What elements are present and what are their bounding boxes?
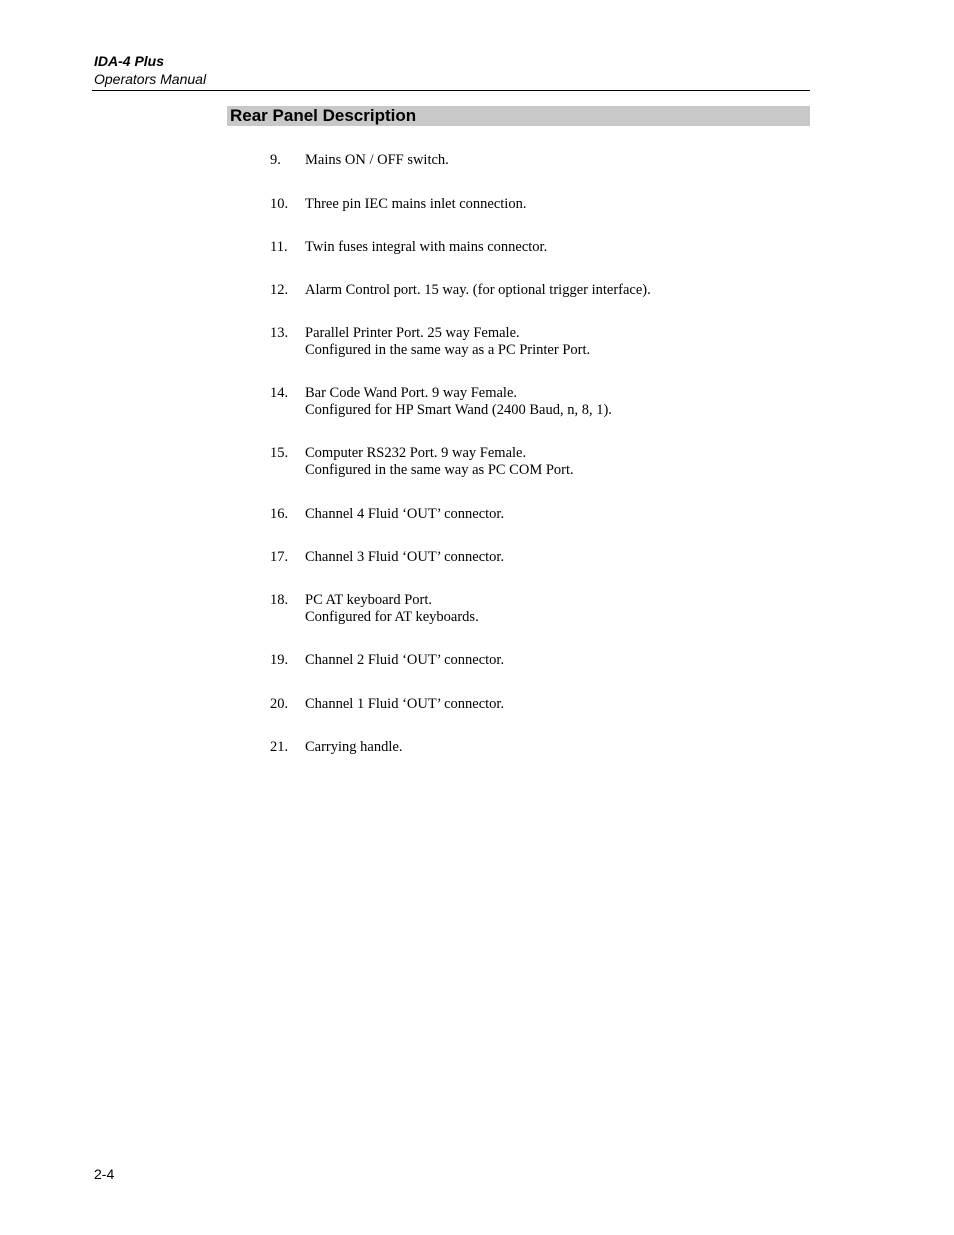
item-line: Configured in the same way as a PC Printer Port.	[305, 342, 591, 358]
product-name: IDA-4 Plus	[94, 53, 165, 69]
item-text	[305, 506, 504, 523]
item-text	[305, 325, 590, 359]
item-line: Carrying handle.	[305, 739, 403, 755]
item-line: PC AT keyboard Port.	[305, 592, 433, 608]
item-text	[305, 739, 402, 756]
running-header	[94, 52, 206, 88]
item-number: 14.	[270, 385, 289, 401]
item-number: 15.	[270, 445, 289, 461]
item-line: Channel 2 Fluid ‘OUT’ connector.	[305, 652, 505, 668]
item-line: Configured for AT keyboards.	[305, 609, 479, 625]
item-line: Alarm Control port. 15 way. (for optional trigger interface).	[305, 282, 651, 298]
item-line: Three pin IEC mains inlet connection.	[305, 196, 527, 212]
item-text	[305, 239, 547, 256]
header-rule	[92, 90, 810, 91]
item-text	[305, 696, 504, 713]
item-number: 17.	[270, 549, 289, 565]
item-number: 16.	[270, 506, 289, 522]
item-line: Configured for HP Smart Wand (2400 Baud, n, 8, 1).	[305, 402, 612, 418]
item-line: Channel 1 Fluid ‘OUT’ connector.	[305, 696, 505, 712]
item-line: Parallel Printer Port. 25 way Female.	[305, 325, 520, 341]
item-text	[305, 385, 612, 419]
item-line: Channel 4 Fluid ‘OUT’ connector.	[305, 506, 505, 522]
item-number: 9.	[270, 152, 281, 168]
item-text	[305, 592, 479, 626]
item-number: 19.	[270, 652, 289, 668]
item-line: Channel 3 Fluid ‘OUT’ connector.	[305, 549, 505, 565]
item-text	[305, 196, 526, 213]
item-number: 18.	[270, 592, 289, 608]
item-number: 12.	[270, 282, 289, 298]
item-text	[305, 652, 504, 669]
section-title: Rear Panel Description	[230, 106, 417, 125]
section-heading-bar	[227, 106, 810, 126]
item-line: Computer RS232 Port. 9 way Female.	[305, 445, 527, 461]
item-number: 20.	[270, 696, 289, 712]
item-line: Mains ON / OFF switch.	[305, 152, 449, 168]
manual-title: Operators Manual	[94, 71, 207, 87]
item-number: 11.	[270, 239, 288, 255]
item-line: Bar Code Wand Port. 9 way Female.	[305, 385, 517, 401]
item-line: Configured in the same way as PC COM Port.	[305, 462, 574, 478]
page-number: 2-4	[94, 1166, 115, 1182]
item-line: Twin fuses integral with mains connector.	[305, 239, 548, 255]
item-number: 13.	[270, 325, 289, 341]
item-text	[305, 549, 504, 566]
item-number: 10.	[270, 196, 289, 212]
item-text	[305, 282, 651, 299]
item-number: 21.	[270, 739, 289, 755]
item-text	[305, 445, 574, 479]
item-text	[305, 152, 449, 169]
